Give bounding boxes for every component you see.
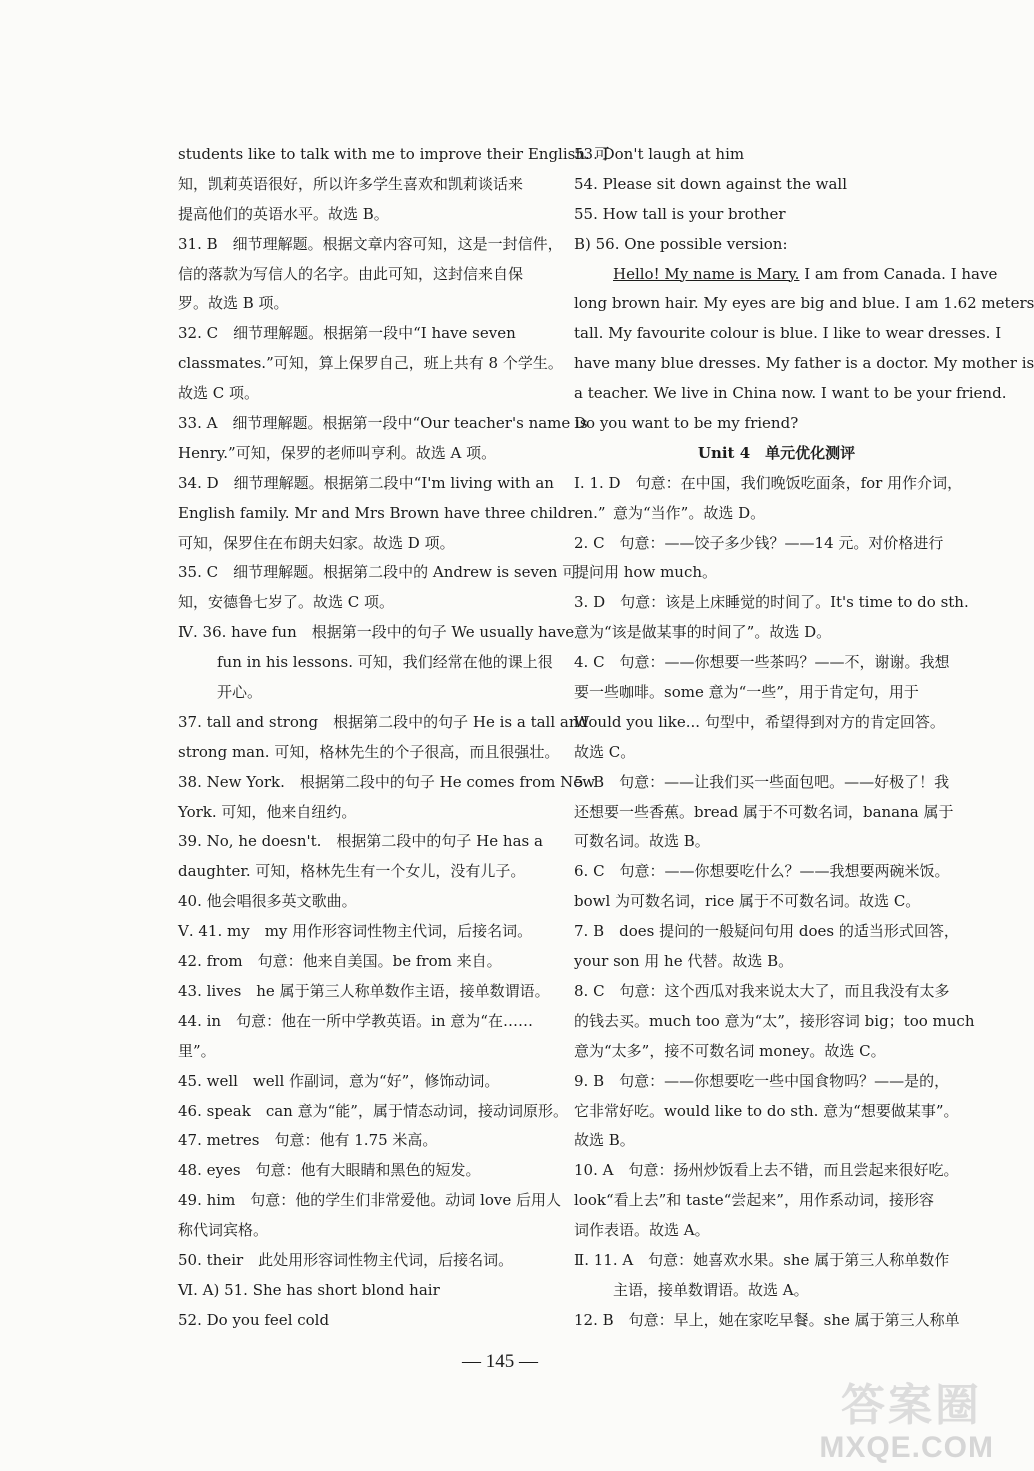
text-line: 33. A 细节理解题。根据第一段中“Our teacher's name is xyxy=(178,414,588,433)
text-line: 罗。故选 B 项。 xyxy=(178,294,289,313)
text-line: 47. metres 句意：他有 1.75 米高。 xyxy=(178,1131,438,1150)
text-line: 它非常好吃。would like to do sth. 意为“想要做某事”。 xyxy=(574,1101,959,1120)
text-line: students like to talk with me to improve their English. 可 xyxy=(178,145,610,163)
text-line: 39. No, he doesn't. 根据第二段中的句子 He has a xyxy=(178,832,543,851)
text-line: 知，安德鲁七岁了。故选 C 项。 xyxy=(178,593,395,612)
text-line: a teacher. We live in China now. I want to be your friend. xyxy=(574,384,1007,403)
text-line: Ⅱ. 11. A 句意：她喜欢水果。she 属于第三人称单数作 xyxy=(574,1250,950,1269)
text-line: classmates.”可知，算上保罗自己，班上共有 8 个学生。 xyxy=(178,354,563,373)
text-line: 54. Please sit down against the wall xyxy=(574,174,848,193)
text-line: 意为“该是做某事的时间了”。故选 D。 xyxy=(574,623,832,642)
page-number: — 145 — xyxy=(462,1351,538,1372)
text-rest: I am from Canada. I have xyxy=(799,264,998,283)
text-line: 故选 C 项。 xyxy=(178,384,260,403)
text-line xyxy=(574,260,998,290)
text-line: 44. in 句意：他在一所中学教英语。in 意为“在…… xyxy=(178,1011,533,1030)
text-line: 要一些咖啡。some 意为“一些”，用于肯定句，用于 xyxy=(574,683,919,702)
text-line: Henry.”可知，保罗的老师叫亨利。故选 A 项。 xyxy=(178,443,497,462)
text-line: 故选 B。 xyxy=(574,1131,635,1150)
text-line: 意为“太多”，接不可数名词 money。故选 C。 xyxy=(574,1041,886,1060)
text-line: 提高他们的英语水平。故选 B。 xyxy=(178,204,389,223)
text-line: have many blue dresses. My father is a doctor. My mother is xyxy=(574,354,1034,373)
text-line: fun in his lessons. 可知，我们经常在他的课上很 xyxy=(217,653,553,672)
text-line: English family. Mr and Mrs Brown have three children.” xyxy=(178,503,606,522)
text-line: 53. Don't laugh at him xyxy=(574,145,745,163)
text-line: Do you want to be my friend? xyxy=(574,414,799,433)
text-line: 46. speak can 意为“能”，属于情态动词，接动词原形。 xyxy=(178,1101,568,1120)
text-line: 故选 C。 xyxy=(574,742,636,761)
text-line: long brown hair. My eyes are big and blue. I am 1.62 meters xyxy=(574,294,1034,313)
text-line: 称代词宾格。 xyxy=(178,1221,269,1240)
text-line: 2. C 句意：——饺子多少钱？——14 元。对价格进行 xyxy=(574,533,944,552)
text-line: 6. C 句意：——你想要吃什么？——我想要两碗米饭。 xyxy=(574,862,950,881)
underlined-phrase: Hello! My name is Mary. xyxy=(613,264,800,283)
watermark-url: MXQE.COM xyxy=(819,1431,994,1464)
text-line: look“看上去”和 taste“尝起来”，用作系动词，接形容 xyxy=(574,1191,934,1210)
text-line: 可数名词。故选 B。 xyxy=(574,832,710,851)
text-line: 52. Do you feel cold xyxy=(178,1310,330,1329)
text-line: 48. eyes 句意：他有大眼睛和黑色的短发。 xyxy=(178,1161,481,1180)
text-line: your son 用 he 代替。故选 B。 xyxy=(574,952,794,971)
text-line: 32. C 细节理解题。根据第一段中“I have seven xyxy=(178,324,516,343)
text-line: 知，凯莉英语很好，所以许多学生喜欢和凯莉谈话来 xyxy=(178,174,524,193)
text-line: daughter. 可知，格林先生有一个女儿，没有儿子。 xyxy=(178,862,526,881)
text-line: 开心。 xyxy=(217,683,263,702)
text-line: 43. lives he 属于第三人称单数作主语，接单数谓语。 xyxy=(178,981,550,1000)
text-line: Unit 4 单元优化测评 xyxy=(697,443,856,462)
text-line: 可知，保罗住在布朗夫妇家。故选 D 项。 xyxy=(178,533,455,552)
text-line: Ⅴ. 41. my my 用作形容词性物主代词，后接名词。 xyxy=(178,922,533,941)
left-column xyxy=(178,140,610,1336)
text-line: 31. B 细节理解题。根据文章内容可知，这是一封信件， xyxy=(178,234,563,253)
text-line: B) 56. One possible version: xyxy=(574,234,788,253)
text-line: 49. him 句意：他的学生们非常爱他。动词 love 后用人 xyxy=(178,1191,562,1210)
text-line: 38. New York. 根据第二段中的句子 He comes from New xyxy=(178,772,595,791)
right-column xyxy=(574,140,1034,1336)
text-line: 37. tall and strong 根据第二段中的句子 He is a tall and xyxy=(178,712,589,731)
text-line: 信的落款为写信人的名字。由此可知，这封信来自保 xyxy=(178,264,524,283)
text-line: 50. their 此处用形容词性物主代词，后接名词。 xyxy=(178,1250,514,1269)
text-line: Ⅵ. A) 51. She has short blond hair xyxy=(178,1280,440,1299)
text-line: 里”。 xyxy=(178,1041,216,1060)
text-line: 34. D 细节理解题。根据第二段中“I'm living with an xyxy=(178,473,554,492)
text-line: 42. from 句意：他来自美国。be from 来自。 xyxy=(178,952,502,971)
text-line: 40. 他会唱很多英文歌曲。 xyxy=(178,892,357,911)
watermark-logo: 答案圈 xyxy=(841,1380,982,1431)
text-line: 5. B 句意：——让我们买一些面包吧。——好极了！我 xyxy=(574,772,950,791)
text-line: 7. B does 提问的一般疑问句用 does 的适当形式回答， xyxy=(574,922,959,941)
text-line: Would you like... 句型中，希望得到对方的肯定回答。 xyxy=(574,712,945,731)
text-line: York. 可知，他来自纽约。 xyxy=(178,802,357,821)
text-line: 3. D 句意：该是上床睡觉的时间了。It's time to do sth. xyxy=(574,593,969,612)
text-line: bowl 为可数名词，rice 属于不可数名词。故选 C。 xyxy=(574,892,921,911)
text-line: 4. C 句意：——你想要一些茶吗？——不，谢谢。我想 xyxy=(574,653,950,672)
text-line: 意为“当作”。故选 D。 xyxy=(613,503,766,522)
text-line: 的钱去买。much too 意为“太”，接形容词 big；too much xyxy=(574,1011,975,1030)
text-line: 12. B 句意：早上，她在家吃早餐。she 属于第三人称单 xyxy=(574,1310,960,1329)
text-line: 词作表语。故选 A。 xyxy=(574,1221,710,1240)
text-line: 主语，接单数谓语。故选 A。 xyxy=(613,1280,809,1299)
text-line: 35. C 细节理解题。根据第二段中的 Andrew is seven 可 xyxy=(178,563,578,582)
text-line: 10. A 句意：扬州炒饭看上去不错，而且尝起来很好吃。 xyxy=(574,1161,959,1180)
text-line: 8. C 句意：这个西瓜对我来说太大了，而且我没有太多 xyxy=(574,981,950,1000)
text-line: Ⅰ. 1. D 句意：在中国，我们晚饭吃面条，for 用作介词， xyxy=(574,473,963,492)
text-line: 45. well well 作副词，意为“好”，修饰动词。 xyxy=(178,1071,500,1090)
text-line: 9. B 句意：——你想要吃一些中国食物吗？——是的， xyxy=(574,1071,950,1090)
text-line: Ⅳ. 36. have fun 根据第一段中的句子 We usually have xyxy=(178,623,575,642)
text-line: 55. How tall is your brother xyxy=(574,204,786,223)
text-line: tall. My favourite colour is blue. I like to wear dresses. I xyxy=(574,324,1002,343)
text-line: strong man. 可知，格林先生的个子很高，而且很强壮。 xyxy=(178,742,560,761)
text-line: 提问用 how much。 xyxy=(574,563,718,582)
text-line: 还想要一些香蕉。bread 属于不可数名词，banana 属于 xyxy=(574,802,954,821)
